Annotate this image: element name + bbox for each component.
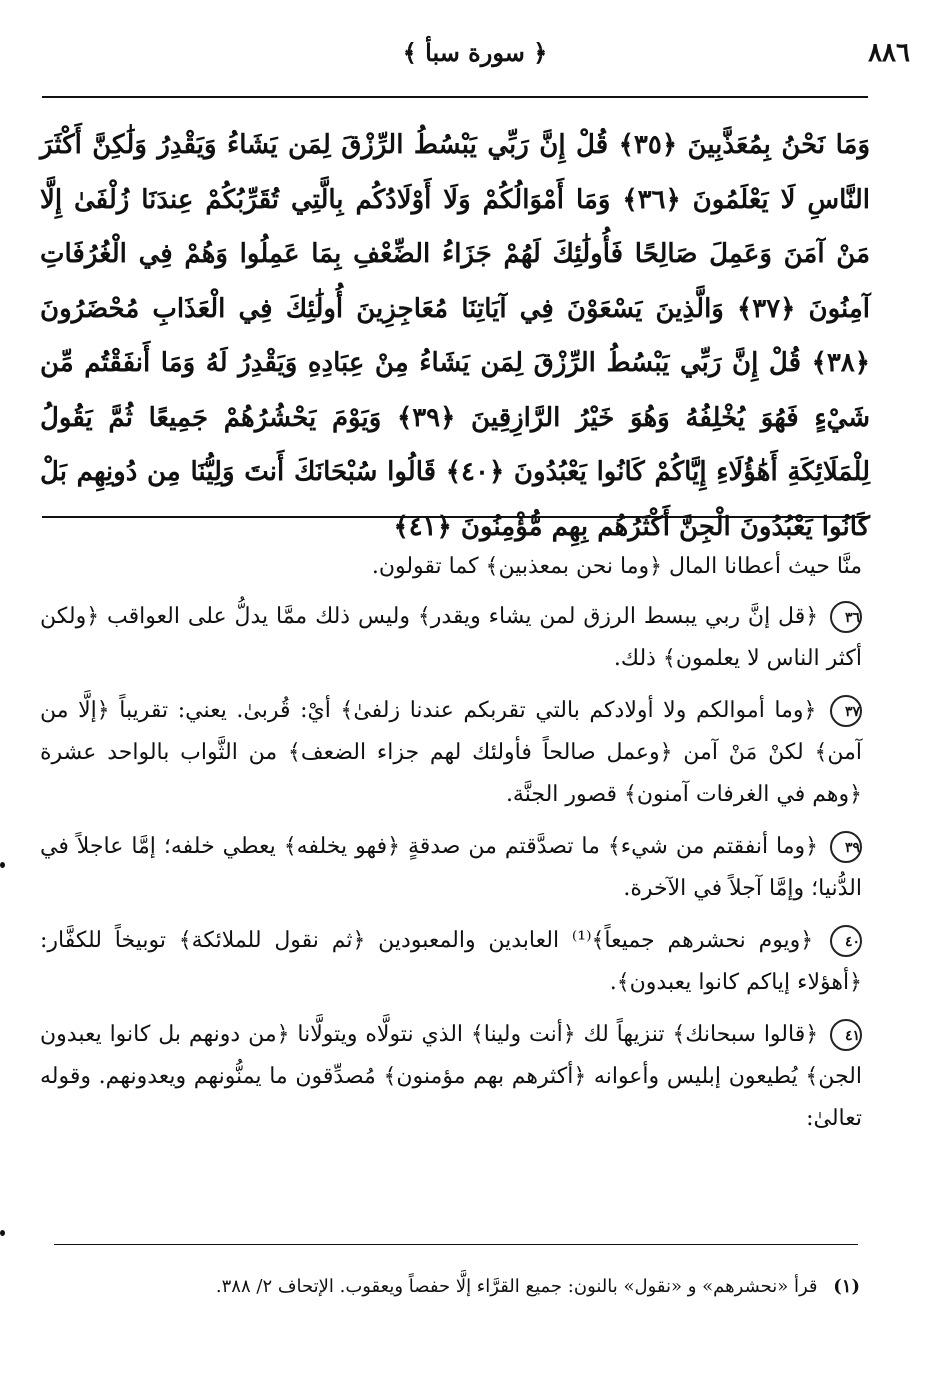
ayah-number-mark: ٣٩ — [830, 831, 862, 863]
header-divider — [42, 96, 868, 98]
footnote-number: (١) — [833, 1276, 860, 1297]
tafsir-item — [40, 596, 862, 680]
page-number: ٨٨٦ — [868, 38, 910, 68]
tafsir-item-text: ﴿ويوم نحشرهم جميعاً﴾⁽¹⁾ العابدين والمعبودين ﴿ثم نقول للملائكة﴾ توبيخاً للكفَّار: ﴿أهؤلاء إياكم كانوا يعبدون﴾. — [40, 928, 862, 995]
margin-mark — [0, 862, 5, 868]
ayah-number-mark: ٣٧ — [830, 695, 862, 727]
tafsir-intro — [40, 546, 862, 588]
tafsir-item — [40, 690, 862, 816]
footnote — [54, 1272, 860, 1302]
ayah-number-mark: ٤٠ — [830, 925, 862, 957]
tafsir-item-text: ﴿وما أموالكم ولا أولادكم بالتي تقربكم عندنا زلفىٰ﴾ أيْ: قُربىٰ. يعني: تقريباً ﴿إلَّا من آمن﴾ لكنْ مَنْ آمن ﴿وعمل صالحاً فأولئك لهم جزاء الضعف﴾ من الثَّواب بالواحد عشرة ﴿وهم في الغرفات آمنون﴾ قصور الجنَّة. — [40, 698, 862, 807]
tafsir-item — [40, 920, 862, 1004]
tafsir-section — [40, 546, 862, 1150]
surah-title: ﴿ سورة سبأ ﴾ — [402, 38, 548, 67]
ayah-number-mark: ٤١ — [830, 1019, 862, 1051]
page-header — [40, 34, 910, 78]
quran-divider — [42, 516, 868, 518]
quran-verses — [40, 118, 871, 542]
ayah-number-mark: ٣٦ — [830, 601, 862, 633]
footnote-text: قرأ «نحشرهم» و «نقول» بالنون: جميع القرَّاء إلَّا حفصاً ويعقوب. الإتحاف ٢/ ٣٨٨. — [215, 1276, 818, 1297]
tafsir-intro-text: منَّا حيث أعطانا المال ﴿وما نحن بمعذبين﴾ كما تقولون. — [371, 554, 862, 579]
footnote-divider — [54, 1244, 858, 1245]
tafsir-item — [40, 826, 862, 910]
tafsir-item — [40, 1014, 862, 1140]
tafsir-item-text: ﴿وما أنفقتم من شيء﴾ ما تصدَّقتم من صدقةٍ ﴿فهو يخلفه﴾ يعطي خلفه؛ إمَّا عاجلاً في الدُّنيا؛ وإمَّا آجلاً في الآخرة. — [40, 834, 862, 901]
margin-mark — [0, 1230, 5, 1236]
quran-text: وَمَا نَحْنُ بِمُعَذَّبِينَ ﴿٣٥﴾ قُلْ إِنَّ رَبِّي يَبْسُطُ الرِّزْقَ لِمَن يَشَاءُ وَيَقْدِرُ وَلَٰكِنَّ أَكْثَرَ النَّاسِ لَا يَعْلَمُونَ ﴿٣٦﴾ وَمَا أَمْوَالُكُمْ وَلَا أَوْلَادُكُم بِالَّتِي تُقَرِّبُكُمْ عِندَنَا زُلْفَىٰ إِلَّا مَنْ آمَنَ وَعَمِلَ صَالِحًا فَأُولَٰئِكَ لَهُمْ جَزَاءُ الضِّعْفِ بِمَا عَمِلُوا وَهُمْ فِي الْغُرُفَاتِ آمِنُونَ ﴿٣٧﴾ وَالَّذِينَ يَسْعَوْنَ فِي آيَاتِنَا مُعَاجِزِينَ أُولَٰئِكَ فِي الْعَذَابِ مُحْضَرُونَ ﴿٣٨﴾ قُلْ إِنَّ رَبِّي يَبْسُطُ الرِّزْقَ لِمَن يَشَاءُ مِنْ عِبَادِهِ وَيَقْدِرُ لَهُ وَمَا أَنفَقْتُم مِّن شَيْءٍ فَهُوَ يُخْلِفُهُ وَهُوَ خَيْرُ الرَّازِقِينَ ﴿٣٩﴾ وَيَوْمَ يَحْشُرُهُمْ جَمِيعًا ثُمَّ يَقُولُ لِلْمَلَائِكَةِ أَهَٰؤُلَاءِ إِيَّاكُمْ كَانُوا يَعْبُدُونَ ﴿٤٠﴾ قَالُوا سُبْحَانَكَ أَنتَ وَلِيُّنَا مِن دُونِهِم بَلْ كَانُوا يَعْبُدُونَ الْجِنَّ أَكْثَرُهُم بِهِم مُّؤْمِنُونَ ﴿٤١﴾ — [40, 130, 871, 542]
tafsir-item-text: ﴿قالوا سبحانك﴾ تنزيهاً لك ﴿أنت ولينا﴾ الذي نتولَّاه ويتولَّانا ﴿من دونهم بل كانوا يعبدون الجن﴾ يُطيعون إبليس وأعوانه ﴿أكثرهم بهم مؤمنون﴾ مُصدِّقون ما يمنُّونهم ويعدونهم. وقوله تعالىٰ: — [40, 1022, 862, 1131]
tafsir-item-text: ﴿قل إنَّ ربي يبسط الرزق لمن يشاء ويقدر﴾ وليس ذلك ممَّا يدلُّ على العواقب ﴿ولكن أكثر الناس لا يعلمون﴾ ذلك. — [40, 604, 862, 671]
